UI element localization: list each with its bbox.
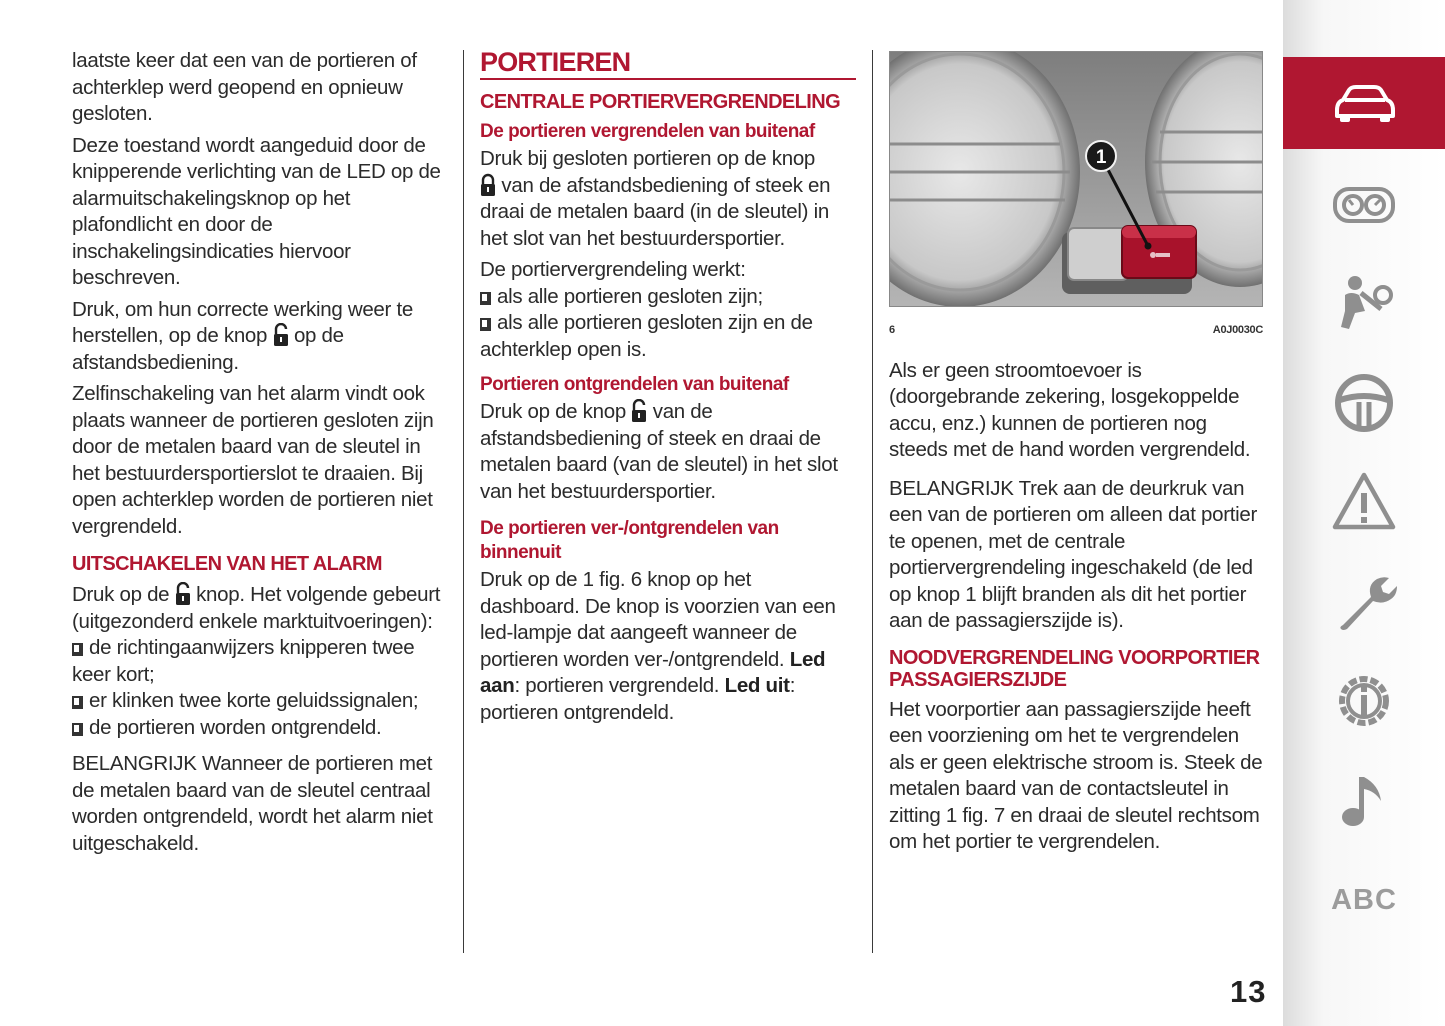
paragraph-important: BELANGRIJK Trek aan de deurkruk van een van de portieren om alleen dat portier te openen, met de centrale portiervergrendeling ingeschakeld (de led op knop 1 blijft branden als dit het portier aan de passagierszijde is). (889, 476, 1258, 632)
bullet-box-icon (480, 318, 491, 331)
paragraph-text: knop. Het volgende gebeurt (uitgezonderd enkele marktuitvoeringen): (72, 583, 441, 633)
chapter-sidebar (1283, 0, 1445, 1026)
figure-illustration (890, 52, 1263, 307)
wrench-icon (1331, 569, 1397, 635)
figure-caption (889, 317, 1263, 344)
sidebar-item-index[interactable] (1283, 854, 1445, 946)
gear-info-icon (1331, 668, 1397, 734)
abc-label: ABC (1331, 883, 1397, 916)
column-left (72, 48, 450, 862)
paragraph: Druk op de knop van de afstandsbediening of steek en draai de metalen baard (van de sleutel) in het slot van het bestuurdersportier. (480, 400, 838, 503)
column-divider (463, 50, 464, 953)
sidebar-item-maintenance[interactable] (1283, 556, 1445, 648)
steering-wheel-icon (1331, 370, 1397, 436)
paragraph (72, 582, 450, 635)
paragraph-text: Druk, om hun correcte werking weer te herstellen, op de knop (72, 297, 413, 347)
dashboard-gauges-icon (1331, 171, 1397, 237)
paragraph: Het voorportier aan passagierszijde heeft een voorziening om het te vergrendelen als er geen elektrische stroom is. Steek de metalen baard van de contactsleutel in zitting 1 fig. 7 en draai de sleutel rechtsom om het portier te vergrendelen. (889, 697, 1263, 853)
sidebar-item-driving[interactable] (1283, 357, 1445, 449)
car-icon (1331, 70, 1397, 136)
paragraph: Deze toestand wordt aangeduid door de knipperende verlichting van de LED op de alarmuitschakelingsknop op het plafondlicht en door de inschakelingsindicaties hiervoor beschreven. (72, 133, 441, 289)
music-note-icon (1331, 767, 1397, 833)
airbag-safety-icon (1331, 269, 1397, 335)
list-item: als alle portieren gesloten zijn en de achterklep open is. (480, 311, 813, 361)
bullet-box-icon (72, 723, 83, 736)
sidebar-item-safety[interactable] (1283, 256, 1445, 348)
paragraph: Zelfinschakeling van het alarm vindt ook plaats wanneer de portieren gesloten zijn door de metalen baard van de sleutel in het bestuurdersportierslot te draaien. Bij open achterklep worden de portieren niet vergrendeld. (72, 382, 434, 538)
unlock-icon (631, 399, 647, 423)
bullet-box-icon (72, 696, 83, 709)
list-item: er klinken twee korte geluidssignalen; (72, 688, 450, 715)
bullet-list (480, 284, 856, 364)
subsection-heading: Portieren ontgrendelen van buitenaf (480, 374, 789, 395)
bullet-box-icon (72, 643, 83, 656)
paragraph: Druk bij gesloten portieren op de knop van de afstandsbediening of steek en draai de metalen baard (in de sleutel) in het slot van het bestuurdersportier. (480, 147, 831, 250)
list-item: als alle portieren gesloten zijn; (480, 284, 856, 311)
list-item: de richtingaanwijzers knipperen twee keer kort; (72, 636, 415, 686)
section-heading-alarm: UITSCHAKELEN VAN HET ALARM (72, 553, 382, 575)
sidebar-item-emergency[interactable] (1283, 456, 1445, 548)
sidebar-item-car[interactable] (1283, 57, 1445, 149)
page-title: PORTIEREN (480, 48, 856, 80)
dashboard-button-photo (889, 51, 1263, 307)
list-item: de portieren worden ontgrendeld. (72, 715, 450, 742)
sidebar-item-instruments[interactable] (1283, 158, 1445, 250)
paragraph (72, 297, 450, 377)
paragraph: laatste keer dat een van de portieren of achterklep werd geopend en opnieuw gesloten. (72, 49, 417, 125)
bullet-box-icon (480, 292, 491, 305)
sidebar-item-multimedia[interactable] (1283, 754, 1445, 846)
sidebar-item-technical-data[interactable] (1283, 655, 1445, 747)
paragraph: Als er geen stroomtoevoer is (doorgebrande zekering, losgekoppelde accu, enz.) kunnen de portieren nog steeds met de hand worden vergrendeld. (889, 358, 1251, 461)
subsection-heading: De portieren vergrendelen van buitenaf (480, 121, 815, 142)
figure-callout: 1 (1095, 147, 1107, 168)
page-number: 13 (1230, 974, 1267, 1009)
column-middle (480, 48, 856, 731)
subsection-heading: De portieren ver-/ontgrendelen van binnenuit (480, 518, 779, 563)
section-heading: NOODVERGRENDELING VOORPORTIER PASSAGIERSZIJDE (889, 646, 1260, 691)
paragraph-text: op de afstandsbediening. (72, 324, 344, 374)
figure-number: 6 (889, 324, 895, 336)
column-divider (872, 50, 873, 953)
section-heading: CENTRALE PORTIERVERGRENDELING (480, 91, 841, 113)
unlock-icon (273, 323, 289, 347)
column-right (889, 51, 1263, 861)
paragraph-important: BELANGRIJK Wanneer de portieren met de metalen baard van de sleutel centraal worden ontgrendeld, wordt het alarm niet uitgeschakeld. (72, 752, 433, 855)
unlock-icon (175, 582, 191, 606)
lock-icon (480, 173, 496, 197)
bullet-list (72, 635, 450, 741)
paragraph: De portiervergrendeling werkt: (480, 258, 746, 281)
figure-code: A0J0030C (1212, 324, 1263, 336)
warning-triangle-icon (1331, 469, 1397, 535)
paragraph-text: Druk op de (72, 583, 170, 606)
paragraph: Druk op de 1 fig. 6 knop op het dashboard. De knop is voorzien van een led-lampje dat aangeeft wanneer de portieren worden ver-/ontgrendeld. Led aan: portieren vergrendeld. Led uit: portieren ontgrendeld. (480, 568, 836, 724)
